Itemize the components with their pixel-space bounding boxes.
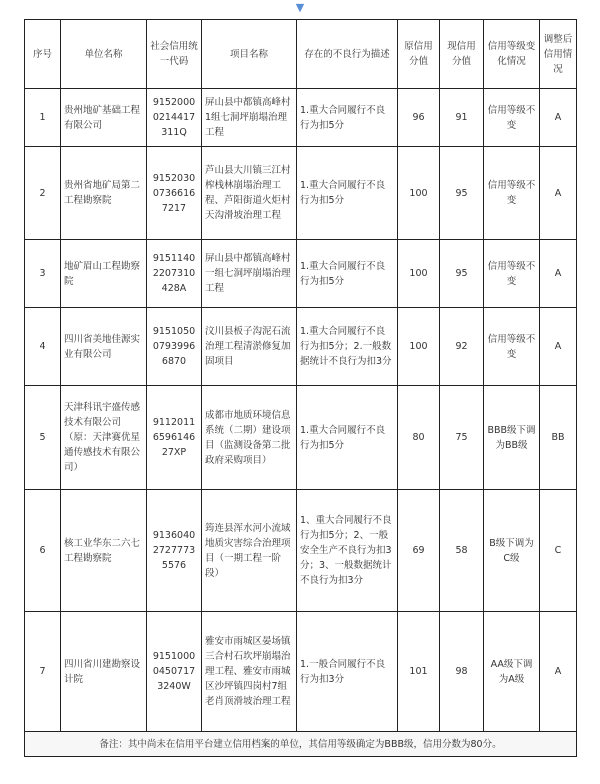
table-row (25, 147, 577, 240)
cell-code: 915203007366167217 (147, 147, 202, 240)
cell-code: 915100004507173240W (147, 612, 202, 732)
cell-cur-score: 91 (440, 89, 484, 147)
cell-adjusted: A (540, 147, 577, 240)
credit-table (24, 19, 577, 757)
cell-behavior: 1.重大合同履行不良行为扣5分；2.一般数据统计不良行为扣3分 (297, 308, 398, 386)
cell-orig-score: 100 (398, 240, 440, 308)
cell-cur-score: 58 (440, 490, 484, 612)
cell-orig-score: 80 (398, 386, 440, 490)
cell-adjusted: A (540, 240, 577, 308)
header-code: 社会信用统一代码 (147, 20, 202, 89)
table-row (25, 89, 577, 147)
header-project: 项目名称 (202, 20, 297, 89)
cell-code: 915105007939966870 (147, 308, 202, 386)
table-row (25, 308, 577, 386)
cell-adjusted: A (540, 89, 577, 147)
cell-no: 3 (25, 240, 61, 308)
cell-code: 91520000214417311Q (147, 89, 202, 147)
cell-project: 成都市地质环境信息系统（二期）建设项目（监测设备第二批政府采购项目） (202, 386, 297, 490)
cell-project: 屏山县中都镇高峰村一组七洞坪崩塌治理工程 (202, 240, 297, 308)
cell-unit: 贵州地矿基础工程有限公司 (61, 89, 147, 147)
table-note: 备注：其中尚未在信用平台建立信用档案的单位，其信用等级确定为BBB级，信用分数为80分。 (25, 732, 577, 757)
down-arrow-icon: ▼ (295, 1, 305, 14)
cell-behavior: 1.重大合同履行不良行为扣5分 (297, 240, 398, 308)
cell-project: 雅安市雨城区晏场镇三合村石坎坪崩塌治理工程、雅安市雨城区沙坪镇四岗村7组老肖顶滑坡治理工程 (202, 612, 297, 732)
cell-unit: 四川省美地佳源实业有限公司 (61, 308, 147, 386)
cell-level-change: 信用等级不变 (484, 89, 540, 147)
cell-level-change: BBB级下调为BB级 (484, 386, 540, 490)
cell-project: 汶川县板子沟泥石流治理工程清淤修复加固项目 (202, 308, 297, 386)
table-row (25, 612, 577, 732)
credit-table-wrapper (24, 19, 576, 757)
cell-adjusted: A (540, 308, 577, 386)
cell-level-change: 信用等级不变 (484, 147, 540, 240)
cell-behavior: 1.重大合同履行不良行为扣5分 (297, 89, 398, 147)
cell-adjusted: C (540, 490, 577, 612)
cell-no: 5 (25, 386, 61, 490)
cell-no: 4 (25, 308, 61, 386)
cell-level-change: 信用等级不变 (484, 240, 540, 308)
cell-unit: 四川省川建勘察设计院 (61, 612, 147, 732)
cell-orig-score: 100 (398, 308, 440, 386)
cell-cur-score: 92 (440, 308, 484, 386)
cell-adjusted: A (540, 612, 577, 732)
table-row (25, 386, 577, 490)
cell-orig-score: 101 (398, 612, 440, 732)
cell-code: 9112011659614627XP (147, 386, 202, 490)
header-behavior: 存在的不良行为描述 (297, 20, 398, 89)
header-orig-score: 原信用分值 (398, 20, 440, 89)
table-row (25, 490, 577, 612)
cell-cur-score: 95 (440, 147, 484, 240)
cell-unit: 贵州省地矿局第二工程勘察院 (61, 147, 147, 240)
cell-level-change: 信用等级不变 (484, 308, 540, 386)
header-adjusted: 调整后信用情况 (540, 20, 577, 89)
cell-behavior: 1.重大合同履行不良行为扣5分 (297, 147, 398, 240)
cell-unit: 核工业华东二六七工程勘察院 (61, 490, 147, 612)
table-header-row (25, 20, 577, 89)
cell-no: 1 (25, 89, 61, 147)
cell-cur-score: 95 (440, 240, 484, 308)
cell-unit: 天津科讯宇盛传感技术有限公司（原：天津赛优星通传感技术有限公司） (61, 386, 147, 490)
cell-no: 2 (25, 147, 61, 240)
cell-behavior: 1、重大合同履行不良行为扣5分；2、一般安全生产不良行为扣3分；3、一般数据统计不良行为扣3分 (297, 490, 398, 612)
cell-level-change: AA级下调为A级 (484, 612, 540, 732)
cell-level-change: B级下调为C级 (484, 490, 540, 612)
cell-code: 91511402207310428A (147, 240, 202, 308)
cell-orig-score: 96 (398, 89, 440, 147)
cell-project: 芦山县大川镇三江村榨栈林崩塌治理工程、芦阳街道火炬村天沟滑坡治理工程 (202, 147, 297, 240)
table-note-row (25, 732, 577, 757)
cell-cur-score: 98 (440, 612, 484, 732)
cell-orig-score: 100 (398, 147, 440, 240)
cell-cur-score: 75 (440, 386, 484, 490)
cell-adjusted: BB (540, 386, 577, 490)
cell-no: 6 (25, 490, 61, 612)
cell-behavior: 1.重大合同履行不良行为扣5分 (297, 386, 398, 490)
cell-project: 筠连县浑水河小流域地质灾害综合治理项目（一期工程一阶段） (202, 490, 297, 612)
cell-orig-score: 69 (398, 490, 440, 612)
cell-project: 屏山县中都镇高峰村1组七洞坪崩塌治理工程 (202, 89, 297, 147)
header-no: 序号 (25, 20, 61, 89)
header-cur-score: 现信用分值 (440, 20, 484, 89)
cell-no: 7 (25, 612, 61, 732)
cell-unit: 地矿眉山工程勘察院 (61, 240, 147, 308)
header-level-change: 信用等级变化情况 (484, 20, 540, 89)
cell-behavior: 1.一般合同履行不良行为扣3分 (297, 612, 398, 732)
cell-code: 913604027277735576 (147, 490, 202, 612)
header-unit: 单位名称 (61, 20, 147, 89)
table-row (25, 240, 577, 308)
